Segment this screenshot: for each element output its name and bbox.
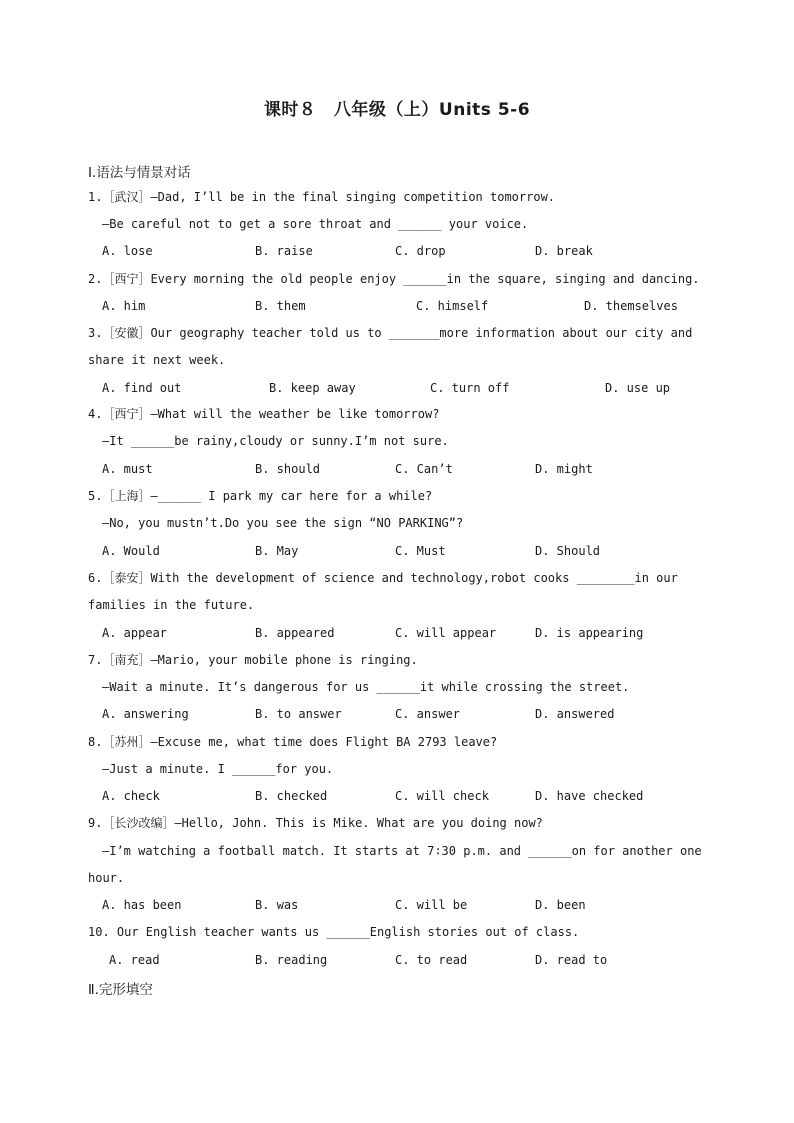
question-8-option-a: A. check: [102, 789, 160, 803]
question-8-line-2: —Just a minute. I ______for you.: [102, 762, 334, 776]
question-2-line-1: 2.［西宁］Every morning the old people enjoy ______in the square, singing and dancing.: [88, 272, 700, 286]
question-5-line-2: —No, you mustn’t.Do you see the sign “NO PARKING”?: [102, 516, 464, 530]
question-9-option-c: C. will be: [395, 898, 468, 912]
question-9-line-3: hour.: [88, 871, 125, 885]
section-heading-cloze: Ⅱ.完形填空: [88, 982, 153, 998]
question-2-option-c: C. himself: [416, 299, 489, 313]
question-6-option-c: C. will appear: [395, 626, 497, 640]
question-3-option-a: A. find out: [102, 381, 182, 395]
question-1-line-2: —Be careful not to get a sore throat and ______ your voice.: [102, 217, 529, 231]
question-7-line-1: 7.［南充］—Mario, your mobile phone is ringing.: [88, 653, 418, 667]
question-2-option-b: B. them: [255, 299, 306, 313]
question-3-line-2: share it next week.: [88, 353, 226, 367]
question-4-option-d: D. might: [535, 462, 593, 476]
question-1-option-d: D. break: [535, 244, 593, 258]
question-3-option-c: C. turn off: [430, 381, 510, 395]
question-7-line-2: —Wait a minute. It’s dangerous for us ______it while crossing the street.: [102, 680, 630, 694]
question-3-option-d: D. use up: [605, 381, 671, 395]
question-8-option-b: B. checked: [255, 789, 328, 803]
section-heading-grammar: Ⅰ.语法与情景对话: [88, 165, 191, 181]
question-7-option-a: A. answering: [102, 707, 189, 721]
question-5-line-1: 5.［上海］—______ I park my car here for a while?: [88, 489, 433, 503]
question-9-option-d: D. been: [535, 898, 586, 912]
question-6-option-b: B. appeared: [255, 626, 335, 640]
question-1-option-c: C. drop: [395, 244, 446, 258]
question-4-option-c: C. Can’t: [395, 462, 453, 476]
question-5-option-c: C. Must: [395, 544, 446, 558]
question-8-option-d: D. have checked: [535, 789, 644, 803]
question-4-option-b: B. should: [255, 462, 321, 476]
question-6-line-2: families in the future.: [88, 598, 255, 612]
question-8-option-c: C. will check: [395, 789, 489, 803]
question-4-option-a: A. must: [102, 462, 153, 476]
page-title: 课时８ 八年级（上）Units 5-6: [263, 100, 531, 120]
question-8-line-1: 8.［苏州］—Excuse me, what time does Flight BA 2793 leave?: [88, 735, 498, 749]
question-7-option-b: B. to answer: [255, 707, 342, 721]
question-9-option-b: B. was: [255, 898, 299, 912]
question-6-line-1: 6.［泰安］With the development of science and technology,robot cooks ________in our: [88, 571, 678, 585]
question-3-line-1: 3.［安徽］Our geography teacher told us to _______more information about our city and: [88, 326, 693, 340]
question-1-option-a: A. lose: [102, 244, 153, 258]
question-7-option-c: C. answer: [395, 707, 461, 721]
question-10-option-a: A. read: [109, 953, 160, 967]
question-3-option-b: B. keep away: [269, 381, 356, 395]
question-2-option-d: D. themselves: [584, 299, 678, 313]
question-1-option-b: B. raise: [255, 244, 313, 258]
question-10-option-c: C. to read: [395, 953, 468, 967]
question-7-option-d: D. answered: [535, 707, 615, 721]
question-5-option-a: A. Would: [102, 544, 160, 558]
question-10-option-b: B. reading: [255, 953, 328, 967]
question-5-option-b: B. May: [255, 544, 299, 558]
question-6-option-d: D. is appearing: [535, 626, 644, 640]
question-4-line-2: —It ______be rainy,cloudy or sunny.I’m not sure.: [102, 434, 449, 448]
question-1-line-1: 1.［武汉］—Dad, I’ll be in the final singing competition tomorrow.: [88, 190, 556, 204]
question-2-option-a: A. him: [102, 299, 146, 313]
question-9-line-2: —I’m watching a football match. It starts at 7∶30 p.m. and ______on for another one: [102, 844, 702, 858]
question-10-line-1: 10. Our English teacher wants us ______English stories out of class.: [88, 925, 580, 939]
question-5-option-d: D. Should: [535, 544, 601, 558]
question-9-line-1: 9.［长沙改编］—Hello, John. This is Mike. What are you doing now?: [88, 816, 543, 830]
question-10-option-d: D. read to: [535, 953, 608, 967]
question-9-option-a: A. has been: [102, 898, 182, 912]
question-6-option-a: A. appear: [102, 626, 168, 640]
question-4-line-1: 4.［西宁］—What will the weather be like tomorrow?: [88, 407, 440, 421]
